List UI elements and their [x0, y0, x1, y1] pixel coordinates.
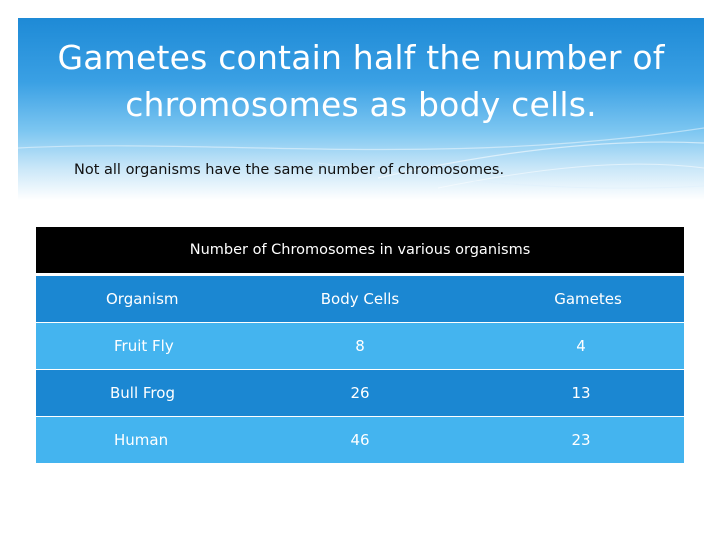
gametes-cell: 23: [571, 431, 591, 449]
slide-title-line-1: Gametes contain half the number of: [57, 38, 665, 77]
organism-cell: Bull Frog: [110, 384, 175, 402]
table-row: [36, 417, 684, 463]
body-cells-cell: 46: [350, 431, 370, 449]
table-caption: Number of Chromosomes in various organisms: [36, 227, 684, 273]
header-body-cells: Body Cells: [320, 290, 400, 308]
slide-title-line-2: chromosomes as body cells.: [125, 85, 597, 124]
header-gametes: Gametes: [554, 290, 622, 308]
slide-subtitle: Not all organisms have the same number of chromosomes.: [74, 162, 505, 178]
organism-cell: Fruit Fly: [114, 337, 174, 355]
table-row: [36, 323, 684, 369]
chromosome-table: [36, 227, 684, 463]
table-row: [36, 370, 684, 416]
body-cells-cell: 8: [355, 337, 365, 355]
slide-title: [18, 34, 704, 128]
gametes-cell: 13: [571, 384, 591, 402]
table-header-row: [36, 276, 684, 322]
organism-cell: Human: [114, 431, 169, 449]
gametes-cell: 4: [576, 337, 586, 355]
header-organism: Organism: [106, 290, 179, 308]
body-cells-cell: 26: [350, 384, 370, 402]
